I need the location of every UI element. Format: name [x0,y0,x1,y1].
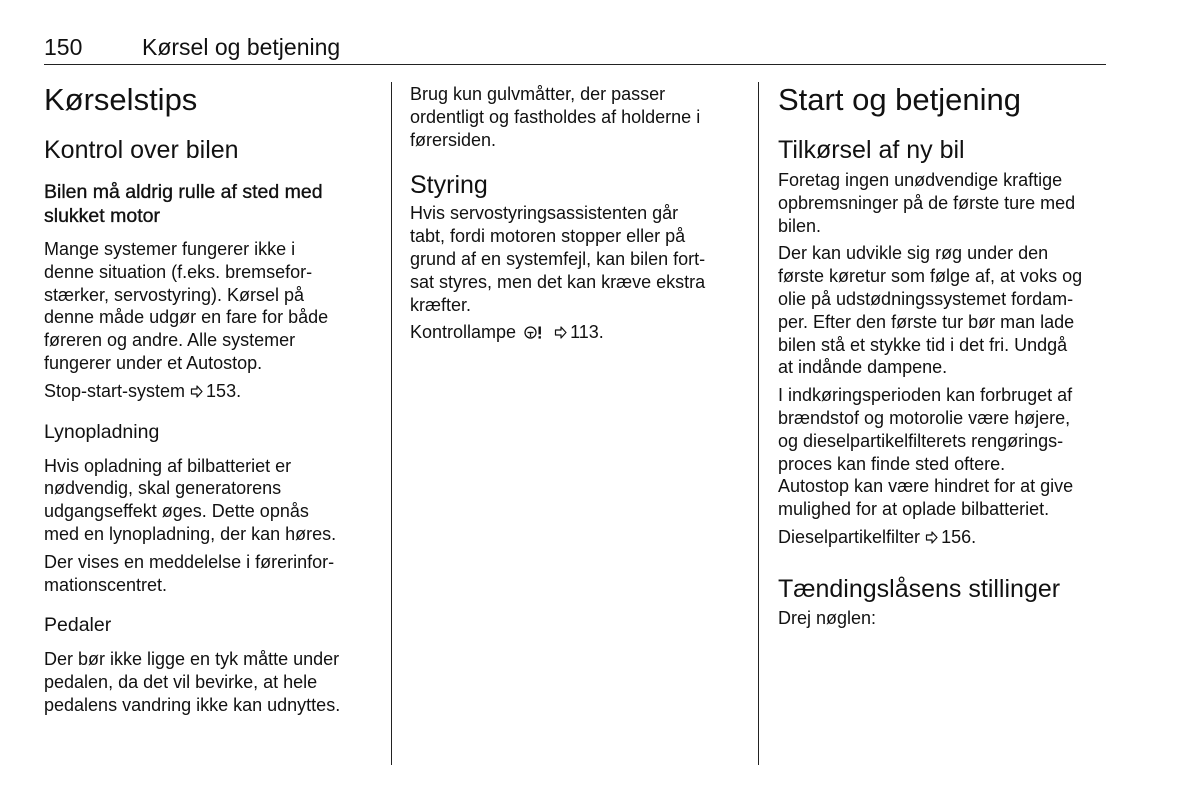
paragraph: Der bør ikke ligge en tyk måtte under pedalen, da det vil bevirke, at hele pedalens vandring ikke kan udnyttes. [44,649,341,715]
cross-reference[interactable]: Stop-start-system 153. [44,380,242,401]
power-steering-warning-lamp-icon [523,324,547,340]
column-1 [44,80,374,717]
column-2 [410,80,740,344]
cross-reference[interactable]: Dieselpartikelfilter 156. [778,526,977,547]
subsection-title-fast-charge: Lynopladning [44,420,160,443]
subsection-title-pedals: Pedaler [44,614,112,637]
chapter-title: Kørselstips [44,82,198,117]
running-head: Kørsel og betjening [142,34,341,60]
paragraph: Drej nøglen: [778,607,877,628]
section-title-steering: Styring [410,171,488,200]
column-divider-2 [758,82,759,765]
chapter-title: Start og betjening [778,82,1022,117]
paragraph: I indkøringsperioden kan forbruget af brændstof og motorolie være højere, og dieselpartikelfilterets rengørings- proces kan finde sted oftere. Autostop kan være hindret for at give mulighed for at oplade bilbatteriet. [778,385,1074,520]
page-number: 150 [44,34,83,60]
column-3 [778,80,1108,630]
section-title-ignition: Tændingslåsens stillinger [778,574,1061,603]
section-title: Kontrol over bilen [44,136,239,164]
page-reference-arrow-icon [190,385,203,398]
cross-reference[interactable]: Kontrollampe 113. [410,322,604,343]
paragraph: Hvis opladning af bilbatteriet er nødvendig, skal generatorens udgangseffekt øges. Dette opnås med en lynopladning, der kan høres. [44,455,337,544]
page-reference-arrow-icon [554,326,567,339]
page-header [44,34,1106,65]
paragraph: Brug kun gulvmåtter, der passer ordentligt og fastholdes af holderne i førersiden. [410,84,701,150]
section-title-new-car: Tilkørsel af ny bil [778,136,965,164]
page-reference-arrow-icon [925,531,938,544]
subsection-title-rolling: Bilen må aldrig rulle af sted med slukket motor [44,181,323,227]
paragraph: Hvis servostyringsassistenten går tabt, fordi motoren stopper eller på grund af en systemfejl, kan bilen fort- sat styres, men det kan kræve ekstra kræfter. [410,203,706,315]
paragraph: Der vises en meddelelse i førerinfor- mationscentret. [44,551,335,595]
paragraph: Foretag ingen unødvendige kraftige opbremsninger på de første ture med bilen. [778,170,1076,236]
paragraph: Der kan udvikle sig røg under den første køretur som følge af, at voks og olie på udstødningssystemet fordam- per. Efter den første tur bør man lade bilen stå et stykke tid i det fri. Undgå at indånde dampene. [778,243,1083,378]
paragraph: Mange systemer fungerer ikke i denne situation (f.eks. bremsefor- stærker, servostyring). Kørsel på denne måde udgør en fare for både føreren og andre. Alle systemer fungerer under et Autostop. [44,239,329,373]
column-divider-1 [391,82,392,765]
